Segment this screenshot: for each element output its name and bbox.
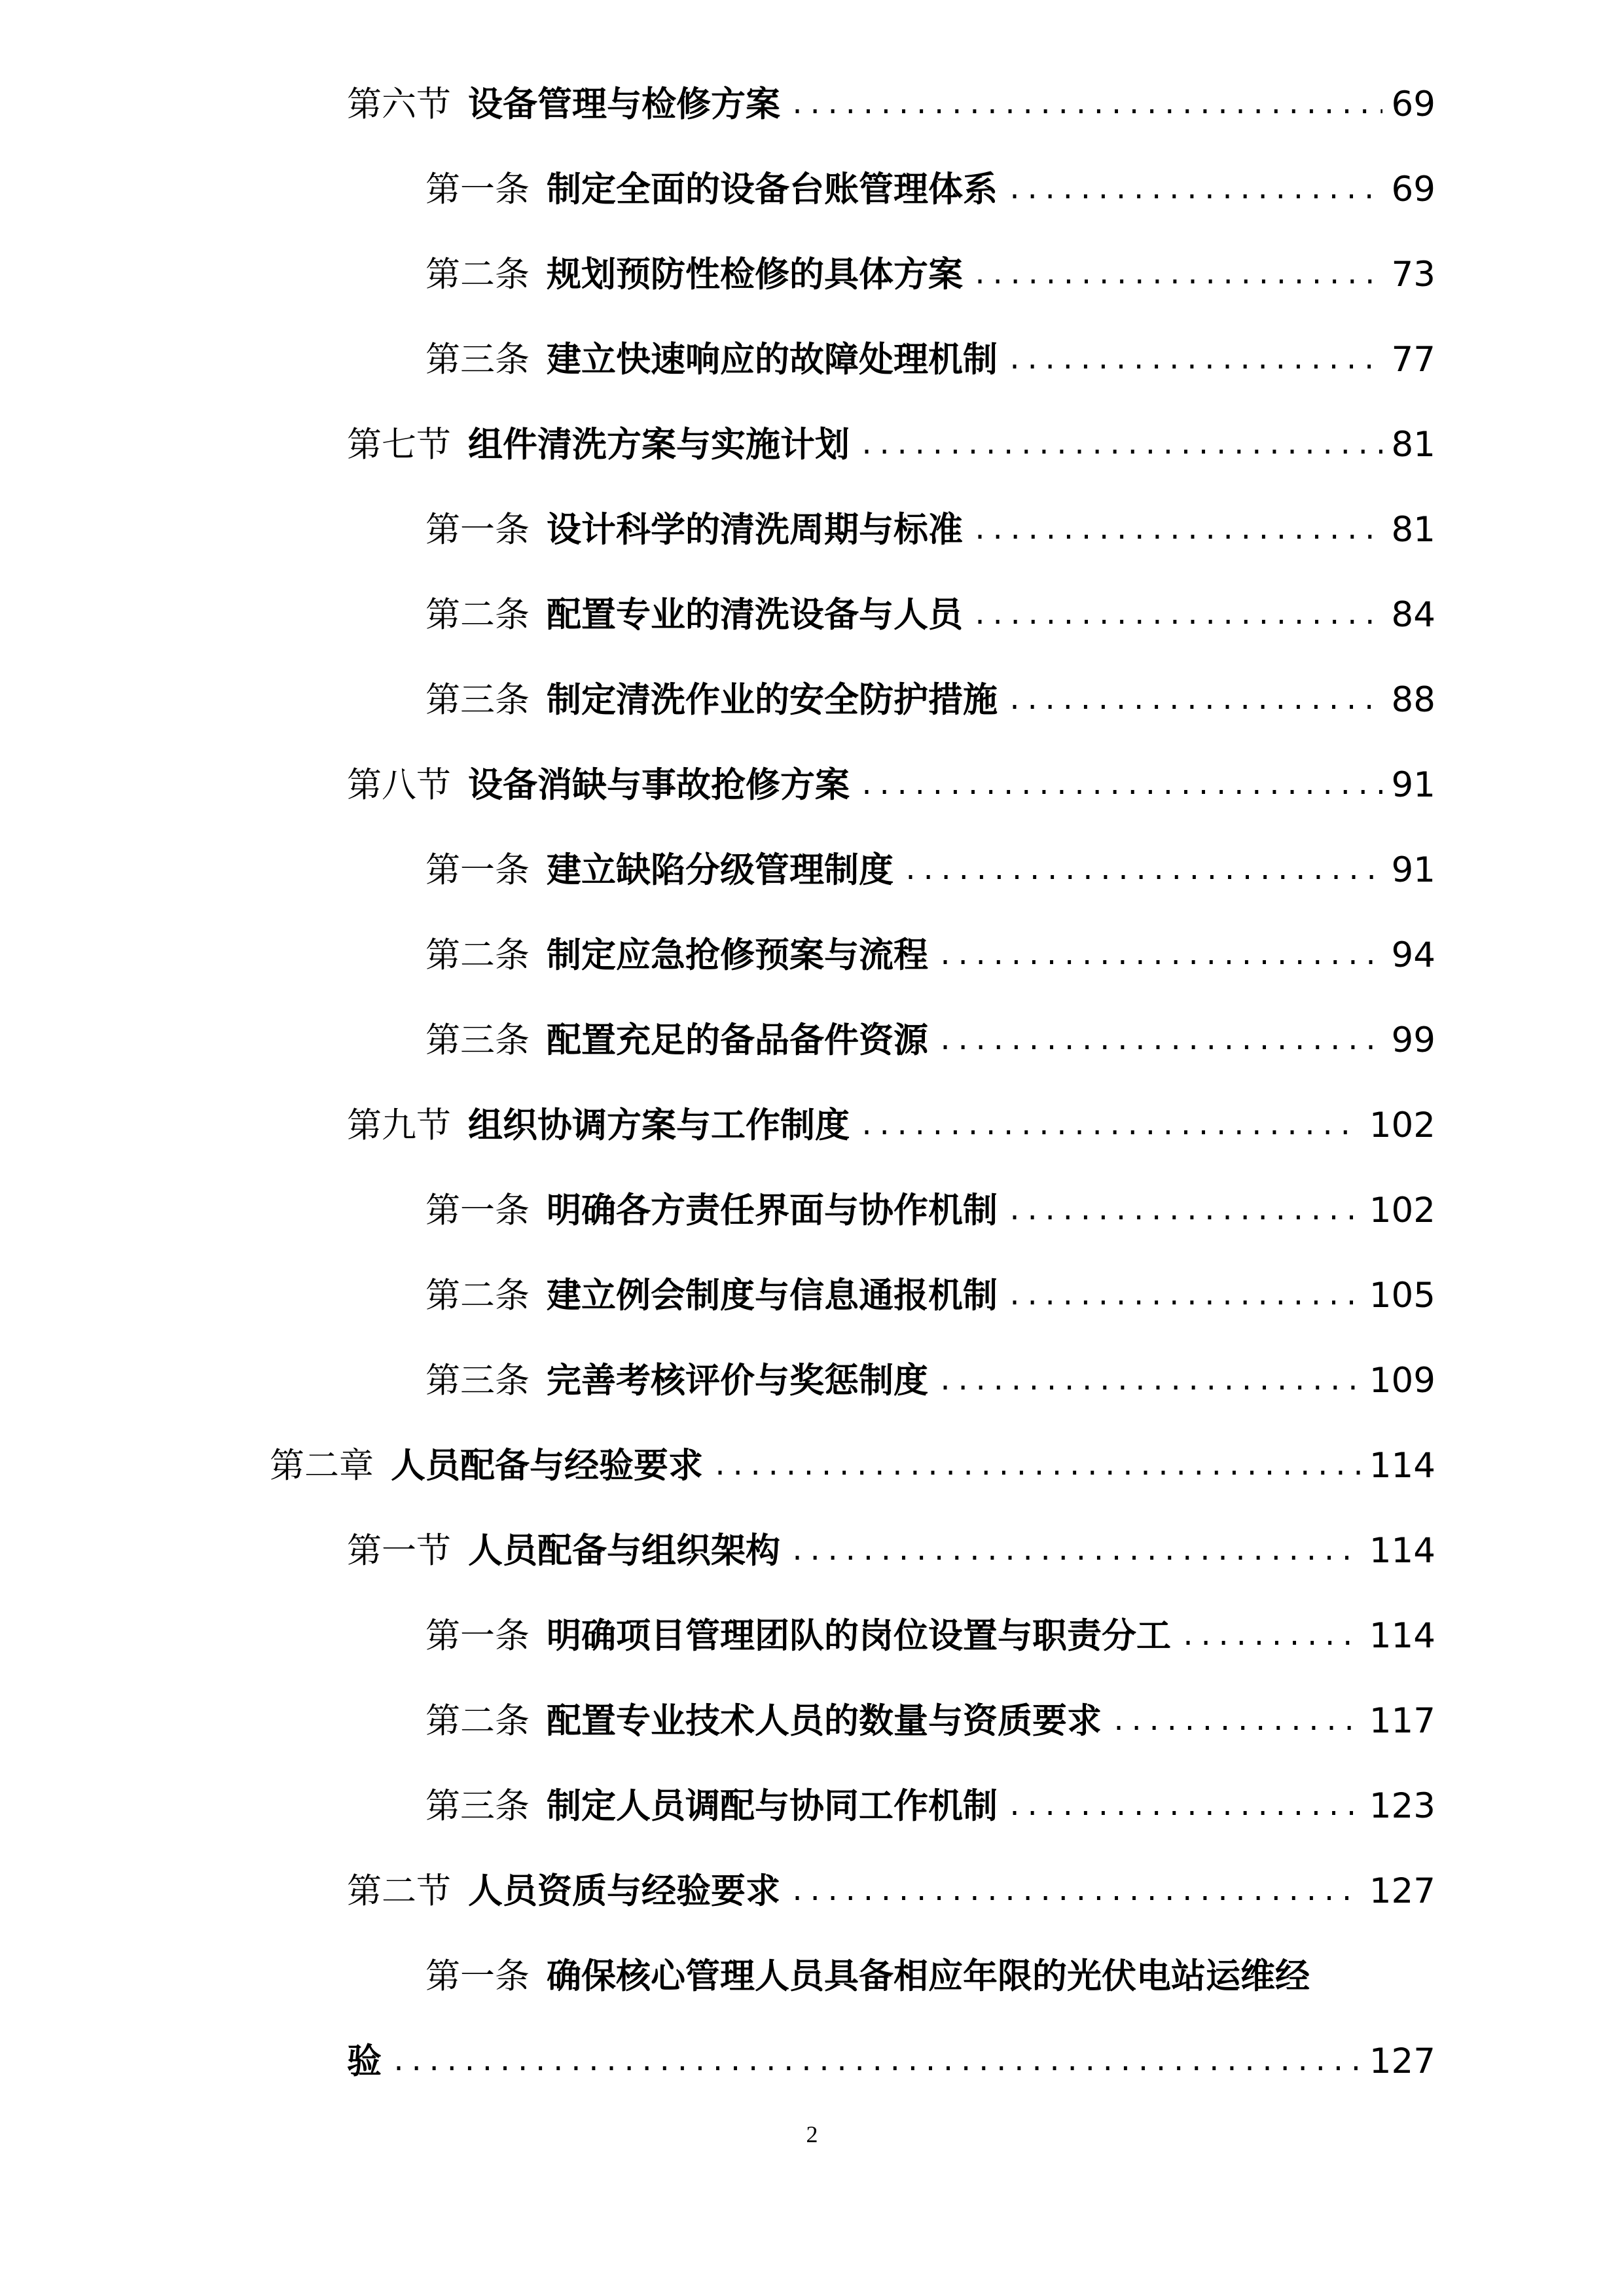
toc-entry-page: 69 [1391,84,1435,124]
toc-leader-dots [1007,1181,1360,1240]
toc-entry-page: 88 [1391,680,1435,720]
toc-section-entry[interactable] [347,1096,1435,1155]
toc-entry-title: 制定清洗作业的安全防护措施 [547,680,998,720]
toc-entry-page: 127 [1369,1871,1435,1911]
toc-entry-title: 配置充足的备品备件资源 [547,1020,928,1060]
page-number: 2 [806,2121,818,2147]
toc-leader-dots [903,841,1382,900]
toc-entry-title: 配置专业技术人员的数量与资质要求 [547,1701,1102,1741]
toc-entry-page: 94 [1391,935,1435,975]
toc-leader-dots [937,1352,1360,1410]
toc-entry-page: 81 [1391,510,1435,550]
toc-entry-label: 第二条 [425,255,530,295]
toc-entry-page: 102 [1369,1105,1435,1145]
toc-entry-title: 设备管理与检修方案 [468,84,780,124]
toc-article-entry[interactable] [425,1777,1435,1836]
toc-entry-page: 99 [1391,1020,1435,1060]
toc-leader-dots [1007,671,1382,730]
toc-entry-title: 制定人员调配与协同工作机制 [547,1786,998,1826]
toc-entry-page: 69 [1391,170,1435,209]
toc-entry-title: 规划预防性检修的具体方案 [547,255,963,295]
toc-leader-dots [789,1522,1360,1581]
toc-entry-title: 建立缺陷分级管理制度 [547,850,893,890]
toc-entry-label: 第三条 [425,340,530,380]
toc-entry-page: 102 [1369,1191,1435,1230]
toc-leader-dots [859,416,1382,475]
toc-entry-label: 第一条 [425,1956,530,1996]
toc-leader-dots [859,756,1382,815]
toc-leader-dots [1007,1266,1360,1325]
toc-chapter-entry[interactable] [270,1437,1435,1496]
toc-entry-label: 第二条 [425,1276,530,1316]
toc-article-entry[interactable] [425,1692,1435,1751]
toc-leader-dots [972,501,1382,560]
toc-article-entry[interactable] [425,1607,1435,1666]
toc-article-entry[interactable] [425,1352,1435,1410]
toc-entry-label: 第一条 [425,1616,530,1656]
toc-article-entry[interactable] [425,1011,1435,1070]
toc-leader-dots [937,926,1382,985]
toc-article-entry[interactable] [425,1181,1435,1240]
toc-section-entry[interactable] [347,416,1435,475]
toc-entry-title: 建立例会制度与信息通报机制 [547,1276,998,1316]
toc-entry-title: 建立快速响应的故障处理机制 [547,340,998,380]
toc-entry-page: 117 [1369,1701,1435,1741]
toc-leader-dots [1007,331,1382,389]
toc-entry-title: 制定应急抢修预案与流程 [547,935,928,975]
toc-entry-title: 制定全面的设备台账管理体系 [547,170,998,209]
toc-entry-title: 人员配备与经验要求 [391,1446,703,1486]
toc-article-entry[interactable] [425,671,1435,730]
toc-entry-title: 人员配备与组织架构 [468,1531,780,1571]
toc-article-entry[interactable] [425,841,1435,900]
toc-leader-dots [1180,1607,1360,1666]
toc-article-entry[interactable] [425,160,1435,219]
toc-entry-page: 105 [1369,1276,1435,1316]
toc-leader-dots [789,1862,1360,1921]
toc-section-entry[interactable] [347,75,1435,134]
toc-entry-page: 81 [1391,425,1435,465]
toc-entry-page: 127 [1369,2041,1435,2081]
toc-entry-label: 第一条 [425,850,530,890]
toc-leader-dots [712,1437,1360,1496]
toc-section-entry[interactable] [347,1522,1435,1581]
toc-section-entry[interactable] [347,756,1435,815]
toc-entry-page: 109 [1369,1361,1435,1401]
toc-entry-page: 91 [1391,765,1435,805]
toc-entry-title: 组件清洗方案与实施计划 [468,425,850,465]
toc-entry-title: 明确项目管理团队的岗位设置与职责分工 [547,1616,1171,1656]
toc-entry-title: 设计科学的清洗周期与标准 [547,510,963,550]
toc-article-entry[interactable] [425,331,1435,389]
toc-entry-title: 确保核心管理人员具备相应年限的光伏电站运维经 [547,1956,1310,1996]
toc-entry-label: 第三条 [425,680,530,720]
toc-entry-label: 第二条 [425,935,530,975]
toc-entry-label: 第一条 [425,1191,530,1230]
toc-leader-dots [937,1011,1382,1070]
toc-article-entry[interactable] [425,245,1435,304]
toc-article-entry[interactable] [425,1266,1435,1325]
toc-entry-label: 第二节 [347,1871,451,1911]
toc-leader-dots [1007,1777,1360,1836]
toc-entry-label: 第一条 [425,510,530,550]
toc-leader-dots [972,586,1382,645]
toc-entry-title: 配置专业的清洗设备与人员 [547,595,963,635]
toc-article-entry[interactable] [425,501,1435,560]
toc-entry-label: 第二章 [270,1446,374,1486]
toc-entry-label: 第二条 [425,595,530,635]
toc-entry-label: 第一节 [347,1531,451,1571]
toc-entry-label: 第一条 [425,170,530,209]
toc-article-entry-line1[interactable] [425,1947,1310,2006]
toc-leader-dots [391,2032,1360,2091]
toc-entry-page: 114 [1369,1616,1435,1656]
toc-article-entry[interactable] [425,586,1435,645]
toc-article-entry-line2[interactable] [347,2032,1435,2091]
toc-leader-dots [789,75,1382,134]
toc-entry-title: 完善考核评价与奖惩制度 [547,1361,928,1401]
toc-entry-label: 第九节 [347,1105,451,1145]
toc-leader-dots [1007,160,1382,219]
toc-entry-label: 第六节 [347,84,451,124]
toc-entry-title: 明确各方责任界面与协作机制 [547,1191,998,1230]
toc-section-entry[interactable] [347,1862,1435,1921]
toc-article-entry[interactable] [425,926,1435,985]
toc-entry-label: 第八节 [347,765,451,805]
toc-entry-title: 设备消缺与事故抢修方案 [468,765,850,805]
toc-entry-label: 第七节 [347,425,451,465]
toc-entry-page: 123 [1369,1786,1435,1826]
toc-entry-label: 第二条 [425,1701,530,1741]
toc-entry-label: 第三条 [425,1786,530,1826]
toc-leader-dots [1111,1692,1360,1751]
toc-entry-label: 第三条 [425,1361,530,1401]
toc-entry-title: 组织协调方案与工作制度 [468,1105,850,1145]
toc-entry-page: 77 [1391,340,1435,380]
toc-entry-page: 114 [1369,1446,1435,1486]
toc-entry-title-continued: 验 [347,2041,382,2081]
toc-entry-title: 人员资质与经验要求 [468,1871,780,1911]
toc-entry-page: 114 [1369,1531,1435,1571]
toc-entry-label: 第三条 [425,1020,530,1060]
toc-entry-page: 91 [1391,850,1435,890]
toc-leader-dots [859,1096,1360,1155]
toc-entry-page: 73 [1391,255,1435,295]
toc-leader-dots [972,245,1382,304]
toc-entry-page: 84 [1391,595,1435,635]
